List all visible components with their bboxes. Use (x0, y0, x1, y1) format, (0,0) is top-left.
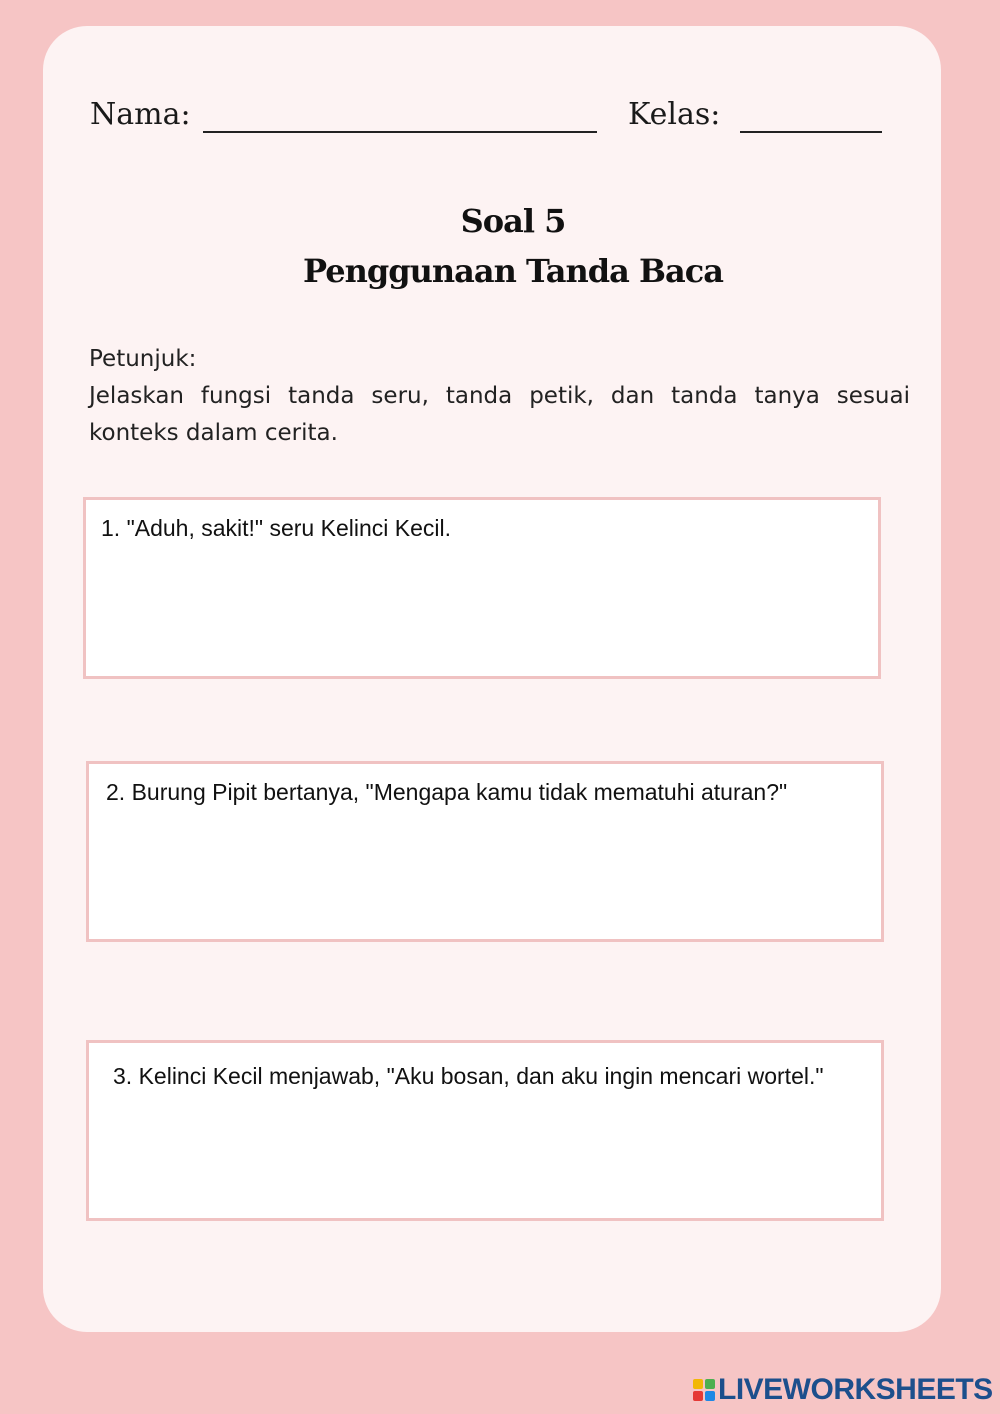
question-2-text: 2. Burung Pipit bertanya, "Mengapa kamu tidak mematuhi aturan?" (106, 779, 788, 805)
class-blank-line (740, 131, 882, 133)
question-1-text: 1. "Aduh, sakit!" seru Kelinci Kecil. (101, 515, 451, 541)
answer-box-1[interactable] (83, 497, 881, 679)
name-label: Nama: (90, 97, 191, 132)
title-question-number: Soal 5 (460, 202, 566, 240)
student-info-row (90, 92, 890, 142)
logo-square-1 (693, 1379, 703, 1389)
question-3-text: 3. Kelinci Kecil menjawab, "Aku bosan, dan aku ingin mencari wortel." (113, 1063, 824, 1089)
title-topic: Penggunaan Tanda Baca (303, 252, 723, 290)
answer-box-3[interactable] (86, 1040, 884, 1221)
answer-box-2[interactable] (86, 761, 884, 942)
instructions-heading: Petunjuk: (89, 346, 197, 372)
logo-square-3 (693, 1391, 703, 1401)
class-label: Kelas: (628, 97, 721, 132)
logo-square-4 (705, 1391, 715, 1401)
liveworksheets-branding (693, 1374, 993, 1406)
instructions-body: Jelaskan fungsi tanda seru, tanda petik, dan tanda tanya sesuai konteks dalam cerita. (89, 383, 910, 446)
liveworksheets-logo-icon (693, 1379, 715, 1401)
logo-square-2 (705, 1379, 715, 1389)
brand-name: LIVEWORKSHEETS (718, 1373, 993, 1406)
name-blank-line (203, 131, 597, 133)
page-title (43, 196, 983, 296)
instructions (89, 341, 910, 452)
